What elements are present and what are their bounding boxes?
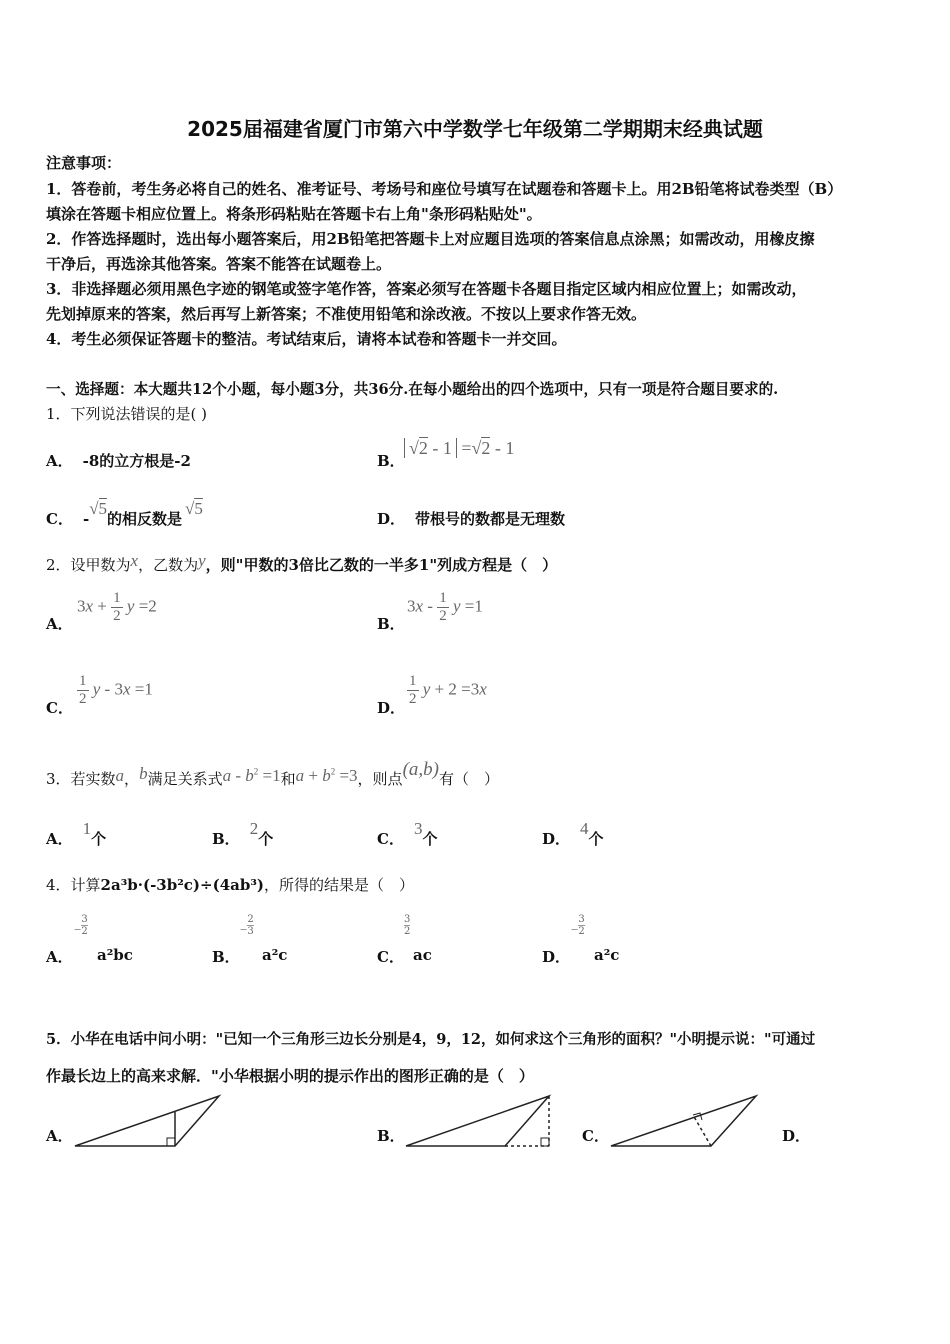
q4-a-coef: − $\frac{3}{2}$ [74, 914, 88, 937]
q2-option-a[interactable]: A． [46, 615, 73, 633]
question-3-stem: 3．若实数a，b满足关系式$a - b^2 =1$和$a + b^2 =3$，则点(a,b)有（ ） [46, 759, 499, 788]
q4-option-a[interactable]: A． [46, 948, 73, 966]
notice-line: 先划掉原来的答案，然后再写上新答案；不准使用铅笔和涂改液。不按以上要求作答无效。 [46, 305, 647, 323]
q5-figure-b [406, 1096, 549, 1146]
q4-option-d[interactable]: D． [542, 948, 571, 966]
question-4-stem: 4．计算2a³b·(-3b²c)÷(4ab³)，所得的结果是（ ） [46, 876, 415, 894]
option-text: 的相反数是 [107, 510, 183, 528]
q4-option-b[interactable]: B． [212, 948, 240, 966]
page-title: 2025届福建省厦门市第六中学数学七年级第二学期期末经典试题 [187, 117, 763, 141]
q4-d-tail: a²c [594, 946, 620, 964]
option-text: 带根号的数都是无理数 [415, 510, 566, 528]
q3-option-b[interactable]: B．2个 [212, 819, 274, 848]
q3-option-c[interactable]: C．3个 [377, 819, 438, 848]
option-label: B． [377, 452, 405, 470]
question-5-stem-line1: 5．小华在电话中问小明："已知一个三角形三边长分别是4，9，12，如何求这个三角形的面积？"小明提示说："可通过 [46, 1031, 816, 1048]
option-label: C． [46, 510, 73, 528]
q4-c-tail: ac [413, 946, 432, 964]
notice-line: 4．考生必须保证答题卡的整洁。考试结束后，请将本试卷和答题卡一并交回。 [46, 330, 567, 348]
notice-line: 2．作答选择题时，选出每小题答案后，用2B铅笔把答题卡上对应题目选项的答案信息点涂黑；如需改动，用橡皮擦 [46, 230, 815, 248]
question-5-stem-line2: 作最长边上的高来求解．"小华根据小明的提示作出的图形正确的是（ ） [46, 1067, 534, 1085]
q5-option-b[interactable]: B． [377, 1127, 405, 1145]
q1-option-c[interactable]: C． -√5的相反数是√5 [46, 499, 203, 528]
q2-d-formula: $\frac{1}{2}$ y + 2 =3x [409, 673, 487, 707]
option-minus: - [82, 510, 90, 528]
section-heading: 一、选择题：本大题共12个小题，每小题3分，共36分.在每小题给出的四个选项中，只有一项是符合题目要求的. [46, 381, 779, 398]
question-1-stem: 1．下列说法错误的是( ) [46, 405, 208, 423]
option-label: D． [377, 510, 406, 528]
notice-line: 填涂在答题卡相应位置上。将条形码粘贴在答题卡右上角"条形码粘贴处"。 [46, 205, 542, 223]
q3-option-d[interactable]: D．4个 [542, 819, 604, 848]
option-text: -8的立方根是-2 [82, 452, 191, 470]
notice-line: 干净后，再选涂其他答案。答案不能答在试题卷上。 [46, 255, 392, 273]
q5-figure-a [75, 1096, 219, 1146]
q2-a-formula: 3x + $\frac{1}{2}$ y =2 [77, 590, 157, 624]
q4-b-tail: a²c [262, 946, 288, 964]
q1-b-formula: √2 - 1 =√2 - 1 [404, 438, 514, 459]
notice-line: 1．答卷前，考生务必将自己的姓名、准考证号、考场号和座位号填写在试题卷和答题卡上。用2B铅笔将试卷类型（B） [46, 180, 843, 198]
q3-option-a[interactable]: A．1个 [46, 819, 107, 848]
q2-b-formula: 3x - $\frac{1}{2}$ y =1 [407, 590, 483, 624]
q4-d-coef: − $\frac{3}{2}$ [571, 914, 585, 937]
q2-option-d[interactable]: D． [377, 699, 406, 717]
q4-option-c[interactable]: C． [377, 948, 404, 966]
option-label: A． [46, 452, 73, 470]
q2-option-c[interactable]: C． [46, 699, 73, 717]
q5-option-d[interactable]: D． [782, 1127, 811, 1145]
q2-c-formula: $\frac{1}{2}$ y - 3x =1 [79, 673, 153, 707]
q5-figure-c [611, 1096, 756, 1146]
notice-line: 3．非选择题必须用黑色字迹的钢笔或签字笔作答，答案必须写在答题卡各题目指定区域内相应位置上；如需改动， [46, 280, 807, 298]
q5-option-c[interactable]: C． [582, 1127, 609, 1145]
q4-b-coef: − $\frac{2}{3}$ [240, 914, 254, 937]
q2-option-b[interactable]: B． [377, 615, 405, 633]
q4-a-tail: a²bc [97, 946, 133, 964]
q4-c-coef: $\frac{3}{2}$ [404, 914, 411, 937]
q5-option-a[interactable]: A． [46, 1127, 73, 1145]
question-2-stem: 2．设甲数为x，乙数为y，则"甲数的3倍比乙数的一半多1"列成方程是（ ） [46, 551, 558, 574]
notice-heading: 注意事项： [46, 154, 122, 172]
